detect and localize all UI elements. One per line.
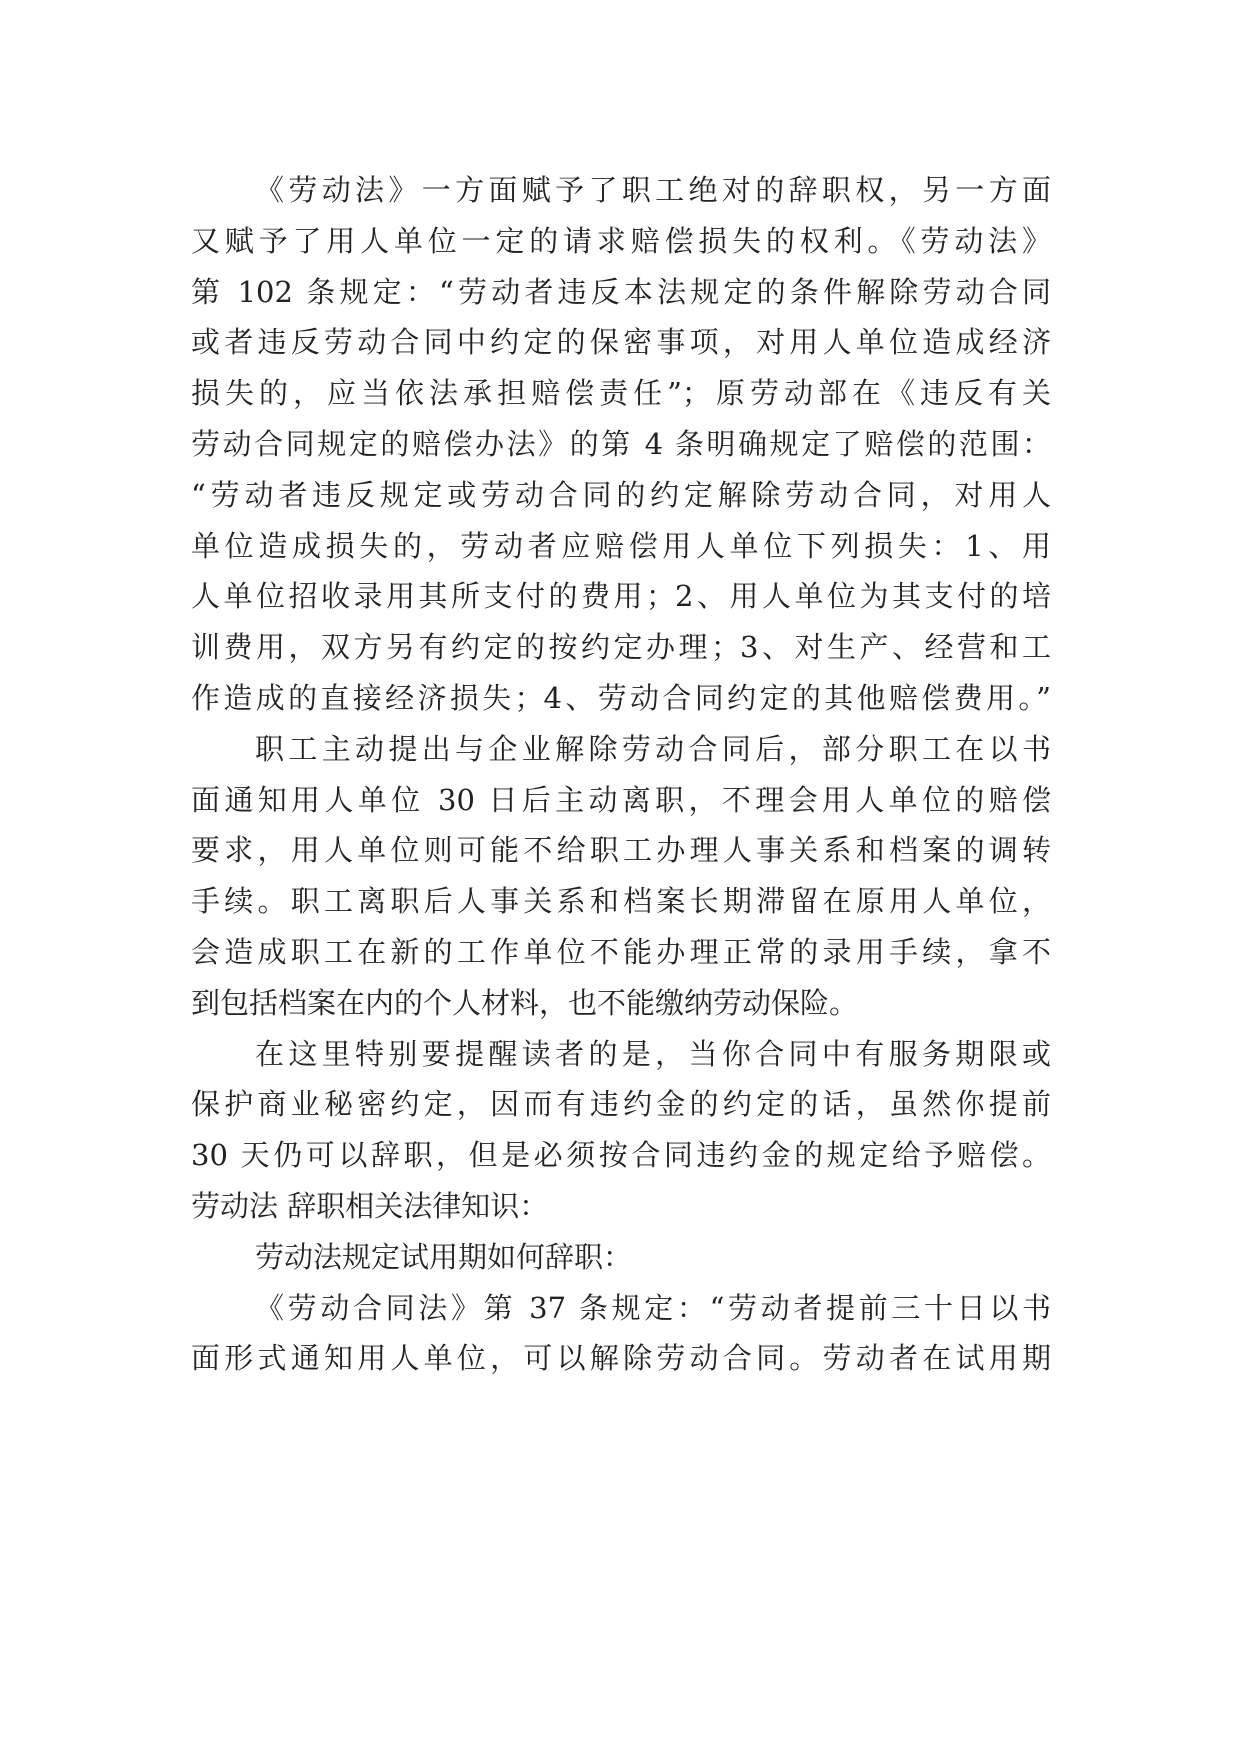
text-line: 手续。职工离职后人事关系和档案长期滞留在原用人单位， — [191, 884, 1051, 919]
text-line: 会造成职工在新的工作单位不能办理正常的录用手续，拿不 — [191, 934, 1051, 969]
text-line: 损失的，应当依法承担赔偿责任”；原劳动部在《违反有关 — [191, 376, 1051, 411]
text-line: 或者违反劳动合同中约定的保密事项，对用人单位造成经济 — [191, 325, 1051, 360]
body-text — [191, 165, 1051, 1384]
text-line: 保护商业秘密约定，因而有违约金的约定的话，虽然你提前 — [191, 1087, 1051, 1122]
text-line: 劳动合同规定的赔偿办法》的第 4 条明确规定了赔偿的范围： — [191, 426, 1051, 461]
text-line: 30 天仍可以辞职，但是必须按合同违约金的规定给予赔偿。 — [191, 1138, 1051, 1173]
text-line: 第 102 条规定：“劳动者违反本法规定的条件解除劳动合同 — [191, 274, 1051, 309]
text-line: 劳动法规定试用期如何辞职： — [255, 1239, 633, 1274]
text-line: 要求，用人单位则可能不给职工办理人事关系和档案的调转 — [191, 833, 1051, 868]
text-line: 面通知用人单位 30 日后主动离职，不理会用人单位的赔偿 — [191, 782, 1051, 817]
text-line: 职工主动提出与企业解除劳动合同后，部分职工在以书 — [255, 731, 1051, 766]
text-line: 训费用，双方另有约定的按约定办理；3、对生产、经营和工 — [191, 630, 1051, 665]
text-line: 《劳动合同法》第 37 条规定：“劳动者提前三十日以书 — [255, 1290, 1051, 1325]
text-line: 又赋予了用人单位一定的请求赔偿损失的权利。《劳动法》 — [191, 223, 1051, 258]
text-line: 单位造成损失的，劳动者应赔偿用人单位下列损失：1、用 — [191, 528, 1051, 563]
text-line: 人单位招收录用其所支付的费用；2、用人单位为其支付的培 — [191, 579, 1051, 614]
text-line: 到包括档案在内的个人材料，也不能缴纳劳动保险。 — [191, 985, 859, 1020]
text-line: 劳动法 辞职相关法律知识： — [191, 1188, 549, 1223]
text-line: 作造成的直接经济损失；4、劳动合同约定的其他赔偿费用。” — [191, 680, 1051, 715]
text-line: 面形式通知用人单位，可以解除劳动合同。劳动者在试用期 — [191, 1341, 1051, 1376]
text-line: 在这里特别要提醒读者的是，当你合同中有服务期限或 — [255, 1036, 1051, 1071]
text-line: 《劳动法》一方面赋予了职工绝对的辞职权，另一方面 — [255, 173, 1051, 207]
text-line: “劳动者违反规定或劳动合同的约定解除劳动合同，对用人 — [191, 477, 1051, 512]
